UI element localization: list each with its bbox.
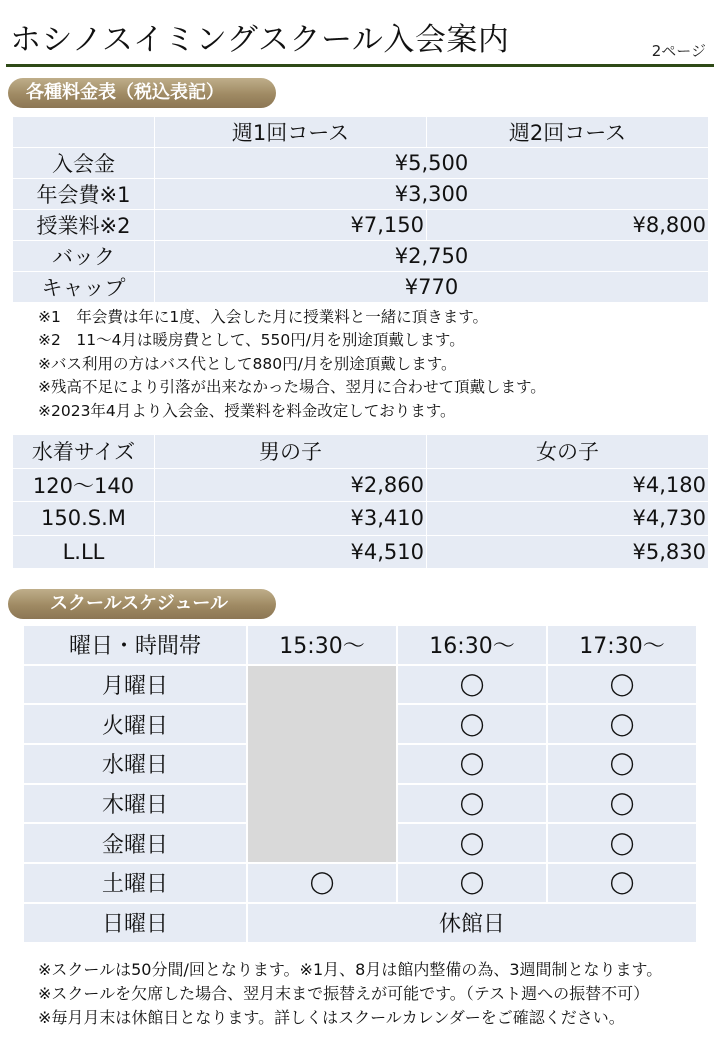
schedule-notes xyxy=(38,958,662,1030)
fee-section-heading: 各種料金表（税込表記） xyxy=(8,78,276,108)
table-row xyxy=(13,210,709,241)
fee-table xyxy=(12,116,709,303)
available-mark xyxy=(397,704,547,744)
circle-mark: ◯ xyxy=(609,791,635,817)
available-mark xyxy=(247,863,397,903)
schedule-day: 火曜日 xyxy=(23,704,247,744)
circle-mark: ◯ xyxy=(459,711,485,737)
schedule-table-header xyxy=(23,625,697,665)
fee-value: ¥2,750 xyxy=(155,241,709,272)
swimsuit-header-girl: 女の子 xyxy=(427,435,709,469)
circle-mark: ◯ xyxy=(609,830,635,856)
fee-value-week1: ¥7,150 xyxy=(155,210,427,241)
fee-note: ※2 11～4月は暖房費として、550円/月を別途頂戴します。 xyxy=(38,331,465,350)
schedule-header-1630: 16:30～ xyxy=(397,625,547,665)
available-mark xyxy=(547,744,697,784)
schedule-day: 月曜日 xyxy=(23,665,247,705)
swimsuit-price-girl: ¥4,180 xyxy=(427,468,709,502)
circle-mark: ◯ xyxy=(459,830,485,856)
circle-mark: ◯ xyxy=(459,870,485,896)
fee-table-header xyxy=(13,117,709,148)
schedule-header-1730: 17:30～ xyxy=(547,625,697,665)
fee-value: ¥770 xyxy=(155,272,709,303)
fee-label: キャップ xyxy=(13,272,155,303)
no-class-block xyxy=(247,665,397,863)
fee-value: ¥5,500 xyxy=(155,148,709,179)
circle-mark: ◯ xyxy=(309,870,335,896)
fee-note: ※バス利用の方はバス代として880円/月を別途頂戴します。 xyxy=(38,354,457,373)
circle-mark: ◯ xyxy=(609,672,635,698)
schedule-header-1530: 15:30～ xyxy=(247,625,397,665)
fee-notes xyxy=(38,306,546,423)
swimsuit-price-girl: ¥5,830 xyxy=(427,535,709,569)
circle-mark: ◯ xyxy=(609,870,635,896)
swimsuit-table-header xyxy=(13,435,709,469)
fee-note: ※2023年4月より入会金、授業料を料金改定しております。 xyxy=(38,401,456,420)
table-row xyxy=(13,468,709,502)
circle-mark: ◯ xyxy=(609,711,635,737)
schedule-note: ※スクールを欠席した場合、翌月末まで振替えが可能です。（テスト週への振替不可） xyxy=(38,984,650,1003)
schedule-note: ※スクールは50分間/回となります。※1月、8月は館内整備の為、3週間制となります。 xyxy=(38,960,663,979)
swimsuit-price-boy: ¥2,860 xyxy=(155,468,427,502)
schedule-day: 木曜日 xyxy=(23,784,247,824)
swimsuit-header-boy: 男の子 xyxy=(155,435,427,469)
fee-value: ¥3,300 xyxy=(155,179,709,210)
schedule-section-heading: スクールスケジュール xyxy=(8,589,276,619)
fee-value-week2: ¥8,800 xyxy=(427,210,709,241)
table-row xyxy=(13,179,709,210)
fee-header-week1: 週1回コース xyxy=(155,117,427,148)
available-mark xyxy=(547,704,697,744)
schedule-day: 日曜日 xyxy=(23,903,247,943)
swimsuit-price-girl: ¥4,730 xyxy=(427,502,709,536)
available-mark xyxy=(397,863,547,903)
title-underline xyxy=(6,64,714,67)
fee-label: バック xyxy=(13,241,155,272)
table-row xyxy=(13,272,709,303)
table-row xyxy=(13,241,709,272)
available-mark xyxy=(397,823,547,863)
available-mark xyxy=(397,665,547,705)
schedule-day: 土曜日 xyxy=(23,863,247,903)
page-number: 2ページ xyxy=(651,42,706,60)
available-mark xyxy=(547,823,697,863)
fee-header-week2: 週2回コース xyxy=(427,117,709,148)
closed-day-label: 休館日 xyxy=(247,903,697,943)
page-title: ホシノスイミングスクール入会案内 xyxy=(10,22,510,58)
table-row xyxy=(23,665,697,705)
schedule-day: 水曜日 xyxy=(23,744,247,784)
fee-label: 授業料※2 xyxy=(13,210,155,241)
circle-mark: ◯ xyxy=(609,751,635,777)
table-row xyxy=(23,863,697,903)
fee-label: 入会金 xyxy=(13,148,155,179)
circle-mark: ◯ xyxy=(459,751,485,777)
schedule-note: ※毎月月末は休館日となります。詳しくはスクールカレンダーをご確認ください。 xyxy=(38,1008,625,1027)
fee-label: 年会費※1 xyxy=(13,179,155,210)
circle-mark: ◯ xyxy=(459,672,485,698)
fee-note: ※残高不足により引落が出来なかった場合、翌月に合わせて頂戴します。 xyxy=(38,378,546,397)
circle-mark: ◯ xyxy=(459,791,485,817)
available-mark xyxy=(547,784,697,824)
swimsuit-price-boy: ¥4,510 xyxy=(155,535,427,569)
table-row xyxy=(23,903,697,943)
swimsuit-size: 150.S.M xyxy=(13,502,155,536)
schedule-day: 金曜日 xyxy=(23,823,247,863)
swimsuit-size: 120～140 xyxy=(13,468,155,502)
fee-header-blank xyxy=(13,117,155,148)
fee-note: ※1 年会費は年に1度、入会した月に授業料と一緒に頂きます。 xyxy=(38,308,488,326)
swimsuit-table xyxy=(12,434,709,569)
table-row xyxy=(13,148,709,179)
available-mark xyxy=(547,665,697,705)
schedule-header-day: 曜日・時間帯 xyxy=(23,625,247,665)
swimsuit-header-size: 水着サイズ xyxy=(13,435,155,469)
table-row xyxy=(13,535,709,569)
swimsuit-price-boy: ¥3,410 xyxy=(155,502,427,536)
available-mark xyxy=(397,784,547,824)
available-mark xyxy=(397,744,547,784)
swimsuit-size: L.LL xyxy=(13,535,155,569)
schedule-table xyxy=(22,624,698,944)
table-row xyxy=(13,502,709,536)
available-mark xyxy=(547,863,697,903)
